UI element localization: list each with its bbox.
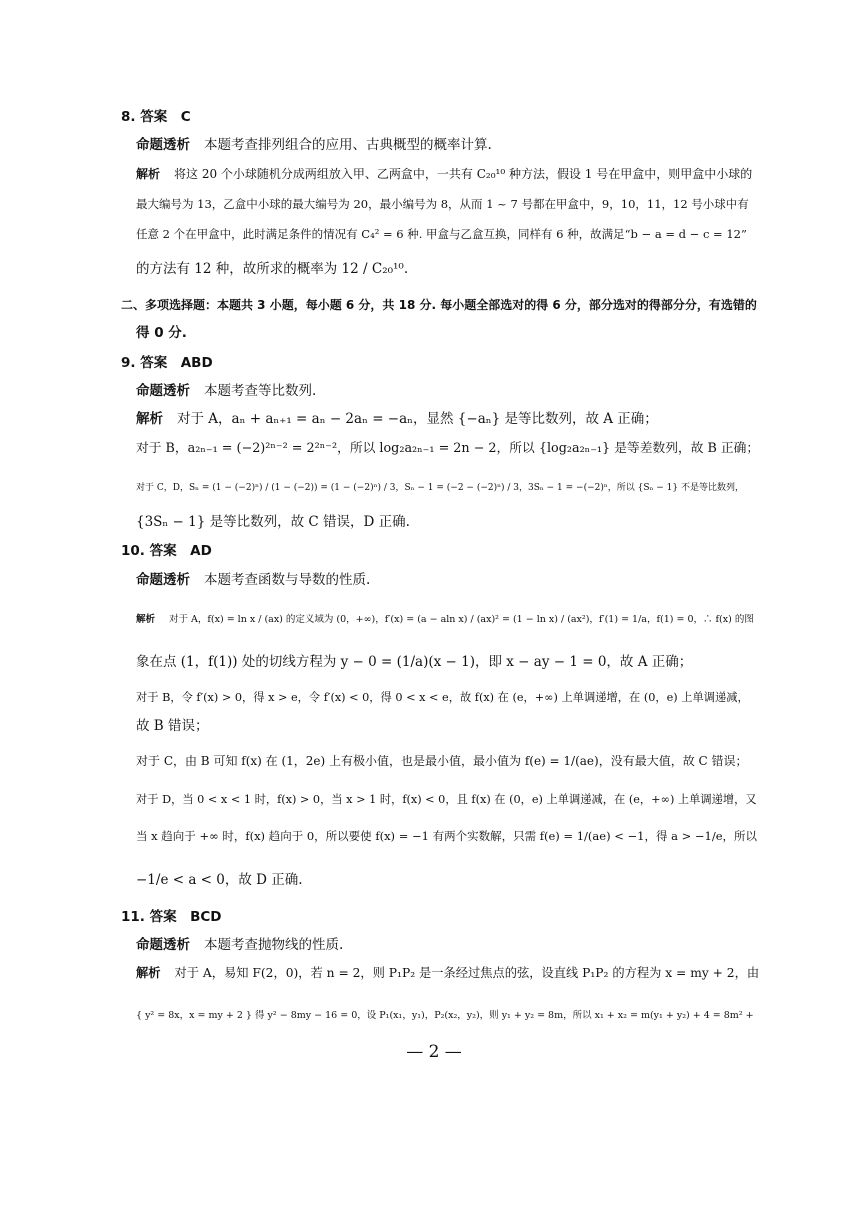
q10-analysis-line-8: −1/e < a < 0，故 D 正确. — [136, 872, 303, 888]
page-number: — 2 — — [406, 1042, 462, 1062]
q10-analysis-line-2: 象在点 (1，f(1)) 处的切线方程为 y − 0 = (1/a)(x − 1)，即 x − ay − 1 = 0，故 A 正确； — [136, 654, 693, 670]
q11-intent: 命题透析 本题考查抛物线的性质. — [136, 937, 344, 953]
q10-analysis-line-1: 解析 对于 A，f(x) = ln x / (ax) 的定义域为 (0，+∞)，f′(x) = (a − aln x) / (ax)² = (1 − ln x) / (ax²)，f′(1) = 1/a，f(1) = 0，∴ f(x) 的图 — [136, 614, 754, 625]
q9-intent: 命题透析 本题考查等比数列. — [136, 383, 317, 399]
q10-answer: 10. 答案 AD — [121, 543, 212, 559]
q11-answer: 11. 答案 BCD — [121, 909, 222, 925]
q10-analysis-line-4: 故 B 错误； — [136, 718, 209, 734]
q8-analysis-line-1: 解析 将这 20 个小球随机分成两组放入甲、乙两盒中，一共有 C₂₀¹⁰ 种方法，假设 1 号在甲盒中，则甲盒中小球的 — [136, 167, 753, 181]
section-2-heading: 二、多项选择题：本题共 3 小题，每小题 6 分，共 18 分. 每小题全部选对的得 6 分，部分选对的得部分分，有选错的 — [121, 298, 757, 312]
section-2-heading-cont: 得 0 分. — [136, 325, 187, 341]
q10-analysis-line-7: 当 x 趋向于 +∞ 时，f(x) 趋向于 0，所以要使 f(x) = −1 有两个实数解，只需 f(e) = 1/(ae) < −1，得 a > −1/e，所以 — [136, 829, 758, 843]
q11-analysis-line-1: 解析 对于 A，易知 F(2，0)，若 n = 2，则 P₁P₂ 是一条经过焦点的弦，设直线 P₁P₂ 的方程为 x = my + 2，由 — [136, 966, 760, 980]
q9-analysis-line-3: 对于 C，D，Sₙ = (1 − (−2)ⁿ) / (1 − (−2)) = (1 − (−2)ⁿ) / 3，Sₙ − 1 = (−2 − (−2)ⁿ) / 3，3Sₙ − 1 = −(−2)ⁿ，所以 {Sₙ − 1} 不是等比数列， — [136, 483, 744, 493]
q8-answer: 8. 答案 C — [121, 109, 191, 125]
q9-answer: 9. 答案 ABD — [121, 355, 213, 371]
q8-intent: 命题透析 本题考查排列组合的应用、古典概型的概率计算. — [136, 137, 492, 153]
q10-analysis-line-5: 对于 C，由 B 可知 f(x) 在 (1，2e) 上有极小值，也是最小值，最小值为 f(e) = 1/(ae)，没有最大值，故 C 错误； — [136, 754, 748, 768]
q8-analysis-line-4: 的方法有 12 种，故所求的概率为 12 / C₂₀¹⁰. — [136, 261, 409, 277]
q8-analysis-line-2: 最大编号为 13，乙盒中小球的最大编号为 20，最小编号为 8，从而 1 ~ 7 号都在甲盒中，9，10，11，12 号小球中有 — [136, 197, 749, 211]
q9-analysis-line-2: 对于 B，a₂ₙ₋₁ = (−2)²ⁿ⁻² = 2²ⁿ⁻²，所以 log₂a₂ₙ₋₁ = 2n − 2，所以 {log₂a₂ₙ₋₁} 是等差数列，故 B 正确； — [136, 441, 760, 456]
q9-analysis-line-4: {3Sₙ − 1} 是等比数列，故 C 错误，D 正确. — [136, 514, 410, 530]
q10-intent: 命题透析 本题考查函数与导数的性质. — [136, 572, 371, 588]
q11-analysis-line-2: { y² = 8x，x = my + 2 } 得 y² − 8my − 16 = 0，设 P₁(x₁，y₁)，P₂(x₂，y₂)，则 y₁ + y₂ = 8m，所以 x₁ + x₂ = m(y₁ + y₂) + 4 = 8m² + — [136, 1010, 754, 1021]
q9-analysis-line-1: 解析 对于 A，aₙ + aₙ₊₁ = aₙ − 2aₙ = −aₙ，显然 {−aₙ} 是等比数列，故 A 正确； — [136, 411, 658, 427]
q10-analysis-line-3: 对于 B，令 f′(x) > 0，得 x > e，令 f′(x) < 0，得 0 < x < e，故 f(x) 在 (e，+∞) 上单调递增，在 (0，e) 上单调递减， — [136, 691, 749, 704]
q10-analysis-line-6: 对于 D，当 0 < x < 1 时，f(x) > 0，当 x > 1 时，f(x) < 0，且 f(x) 在 (0，e) 上单调递减，在 (e，+∞) 上单调递增，又 — [136, 793, 757, 806]
q8-analysis-line-3: 任意 2 个在甲盒中，此时满足条件的情况有 C₄² = 6 种. 甲盒与乙盒互换，同样有 6 种，故满足“b − a = d − c = 12” — [136, 227, 747, 241]
